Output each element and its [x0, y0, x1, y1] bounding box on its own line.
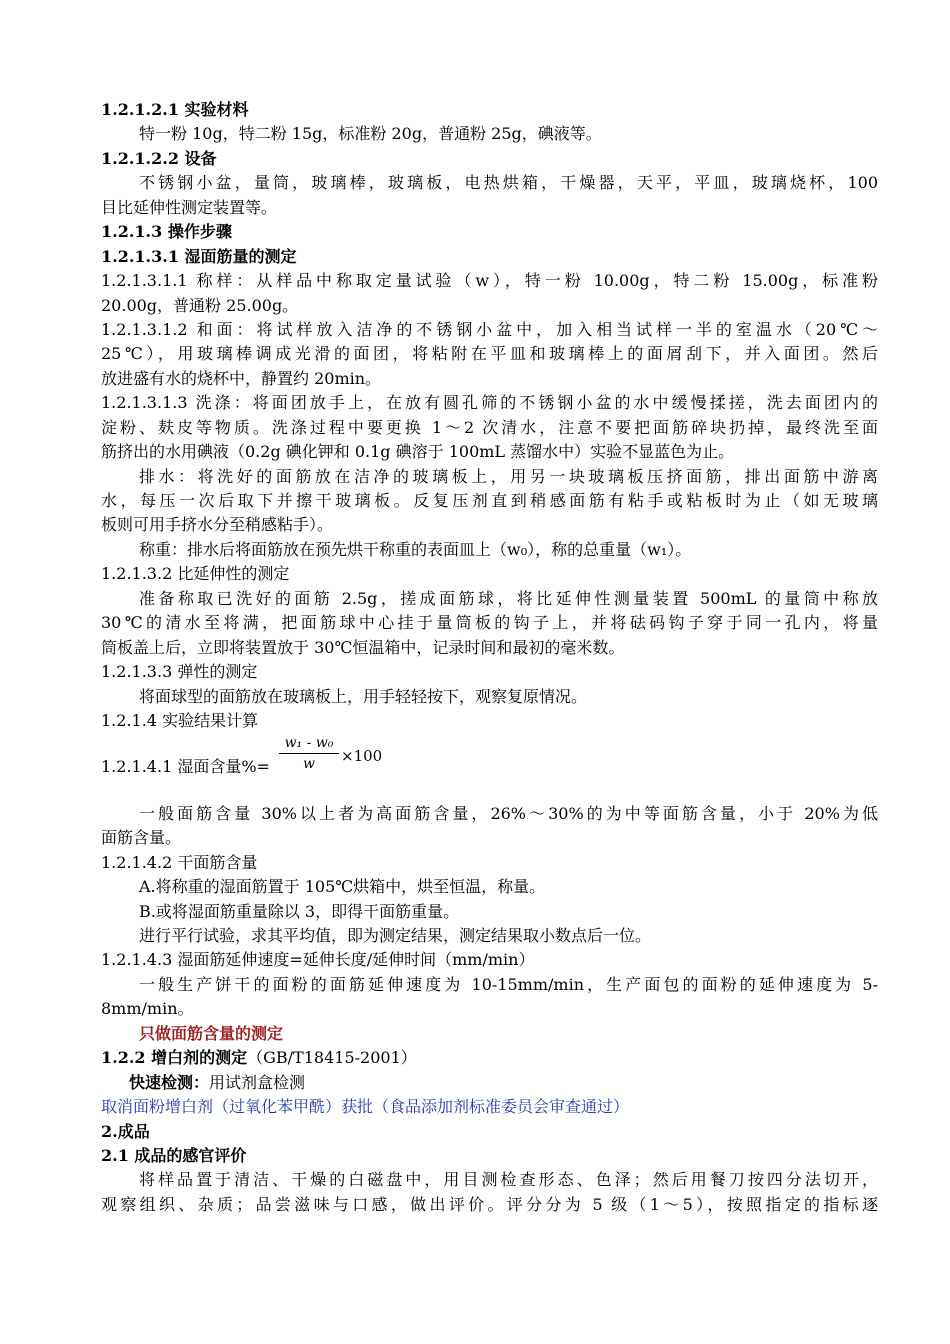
- paragraph: 不锈钢小盆，量筒，玻璃棒，玻璃板，电热烘箱，干燥器，天平，平皿，玻璃烧杯，100: [139, 173, 878, 193]
- paragraph: 排水：将洗好的面筋放在洁净的玻璃板上，用另一块玻璃板压挤面筋，排出面筋中游离: [139, 466, 878, 486]
- heading-elasticity: 1.2.1.3.3 弹性的测定: [101, 662, 258, 682]
- paragraph: 水，每压一次后取下并擦干玻璃板。反复压剂直到稍感面筋有粘手或粘板时为止（如无玻璃: [101, 491, 878, 510]
- paragraph: 面筋含量。: [101, 828, 182, 848]
- note-blue: 取消面粉增白剂（过氧化苯甲酰）获批（食品添加剂标准委员会审查通过）: [101, 1097, 630, 1117]
- paragraph: 筋挤出的水用碘液（0.2g 碘化钾和 0.1g 碘溶于 100mL 蒸馏水中）实验不显蓝色为止。: [101, 442, 735, 462]
- paragraph: 20.00g，普通粉 25.00g。: [101, 295, 299, 315]
- paragraph: 1.2.1.3.1.1 称样：从样品中称取定量试验（w），特一粉 10.00g，特二粉 15.00g，标准粉: [101, 271, 878, 291]
- paragraph: 30℃的清水至将满，把面筋球中心挂于量筒板的钩子上，并将砝码钩子穿于同一孔内，将量: [101, 613, 878, 633]
- spacer: [101, 777, 878, 801]
- quick-test-line: [101, 1071, 878, 1095]
- formula-denominator: w: [303, 756, 315, 773]
- formula-label: 1.2.1.4.1 湿面含量%=: [101, 757, 270, 777]
- heading-materials: 1.2.1.2.1 实验材料: [101, 100, 249, 119]
- paragraph: 筒板盖上后，立即将装置放于 30℃恒温箱中，记录时间和最初的毫米数。: [101, 637, 625, 657]
- paragraph: 观察组织、杂质；品尝滋味与口感，做出评价。评分分为 5 级（1～5），按照指定的指标逐: [101, 1194, 878, 1214]
- heading-equipment: 1.2.1.2.2 设备: [101, 148, 217, 168]
- paragraph: 准备称取已洗好的面筋 2.5g，搓成面筋球，将比延伸性测量装置 500mL 的量筒中称放: [139, 588, 878, 608]
- formula-fraction: [279, 735, 339, 772]
- paragraph: 8mm/min。: [101, 999, 194, 1019]
- heading-whitener-title: 1.2.2 增白剂的测定: [101, 1048, 248, 1068]
- paragraph: 板则可用手挤水分至稍感粘手）。: [101, 515, 334, 535]
- quick-test-text: 用试剂盒检测: [209, 1072, 306, 1092]
- paragraph: 25℃），用玻璃棒调成光滑的面团，将粘附在平皿和玻璃棒上的面屑刮下，并入面团。然后: [101, 344, 878, 364]
- paragraph: B.或将湿面筋重量除以 3，即得干面筋重量。: [139, 901, 460, 921]
- heading-results: 1.2.1.4 实验结果计算: [101, 710, 259, 730]
- heading-whitener-standard: （GB/T18415-2001）: [247, 1048, 417, 1068]
- paragraph: 放进盛有水的烧杯中，静置约 20min。: [101, 368, 382, 388]
- paragraph: 淀粉、麸皮等物质。洗涤过程中要更换 1～2 次清水，注意不要把面筋碎块扔掉，最终洗至面: [101, 417, 878, 437]
- heading-sensory-evaluation: 2.1 成品的感官评价: [101, 1145, 247, 1165]
- heading-procedure: 1.2.1.3 操作步骤: [101, 222, 232, 242]
- heading-extensibility: 1.2.1.3.2 比延伸性的测定: [101, 564, 290, 584]
- paragraph: A.将称重的湿面筋置于 105℃烘箱中，烘至恒温，称量。: [139, 877, 546, 897]
- heading-finished-product: 2.成品: [101, 1121, 150, 1141]
- paragraph: 一般生产饼干的面粉的面筋延伸速度为 10-15mm/min，生产面包的面粉的延伸速度为 5-: [139, 974, 878, 994]
- paragraph: 称重：排水后将面筋放在预先烘干称重的表面皿上（w₀），称的总重量（w₁）。: [139, 539, 692, 559]
- paragraph: 1.2.1.3.1.2 和面：将试样放入洁净的不锈钢小盆中，加入相当试样一半的室温水（20℃～: [101, 319, 878, 339]
- paragraph: 将样品置于清洁、干燥的白磁盘中，用目测检查形态、色泽；然后用餐刀按四分法切开，: [139, 1170, 878, 1190]
- heading-dry-gluten: 1.2.1.4.2 干面筋含量: [101, 852, 258, 872]
- paragraph: 将面球型的面筋放在玻璃板上，用手轻轻按下，观察复原情况。: [139, 686, 588, 706]
- paragraph: 1.2.1.3.1.3 洗涤：将面团放手上，在放有圆孔筛的不锈钢小盆的水中缓慢揉搓，洗去面团内的: [101, 393, 878, 413]
- formula-wet-gluten: [101, 733, 878, 777]
- heading-extension-speed: 1.2.1.4.3 湿面筋延伸速度=延伸长度/延伸时间（mm/min）: [101, 950, 535, 970]
- formula-numerator: w₁ - w₀: [279, 735, 339, 754]
- paragraph: 进行平行试验，求其平均值，即为测定结果，测定结果取小数点后一位。: [139, 926, 652, 945]
- document-page: [101, 98, 878, 1217]
- paragraph: 一般面筋含量 30%以上者为高面筋含量，26%～30%的为中等面筋含量，小于 20%为低: [139, 803, 878, 823]
- paragraph: 目比延伸性测定装置等。: [101, 197, 278, 217]
- quick-test-label: 快速检测：: [129, 1072, 210, 1092]
- heading-wet-gluten: 1.2.1.3.1 湿面筋量的测定: [101, 246, 297, 266]
- note-red: 只做面筋含量的测定: [139, 1023, 284, 1043]
- formula-multiplier: ×100: [341, 747, 383, 766]
- paragraph: 特一粉 10g，特二粉 15g，标准粉 20g，普通粉 25g，碘液等。: [139, 124, 602, 144]
- heading-whitener: [101, 1046, 878, 1070]
